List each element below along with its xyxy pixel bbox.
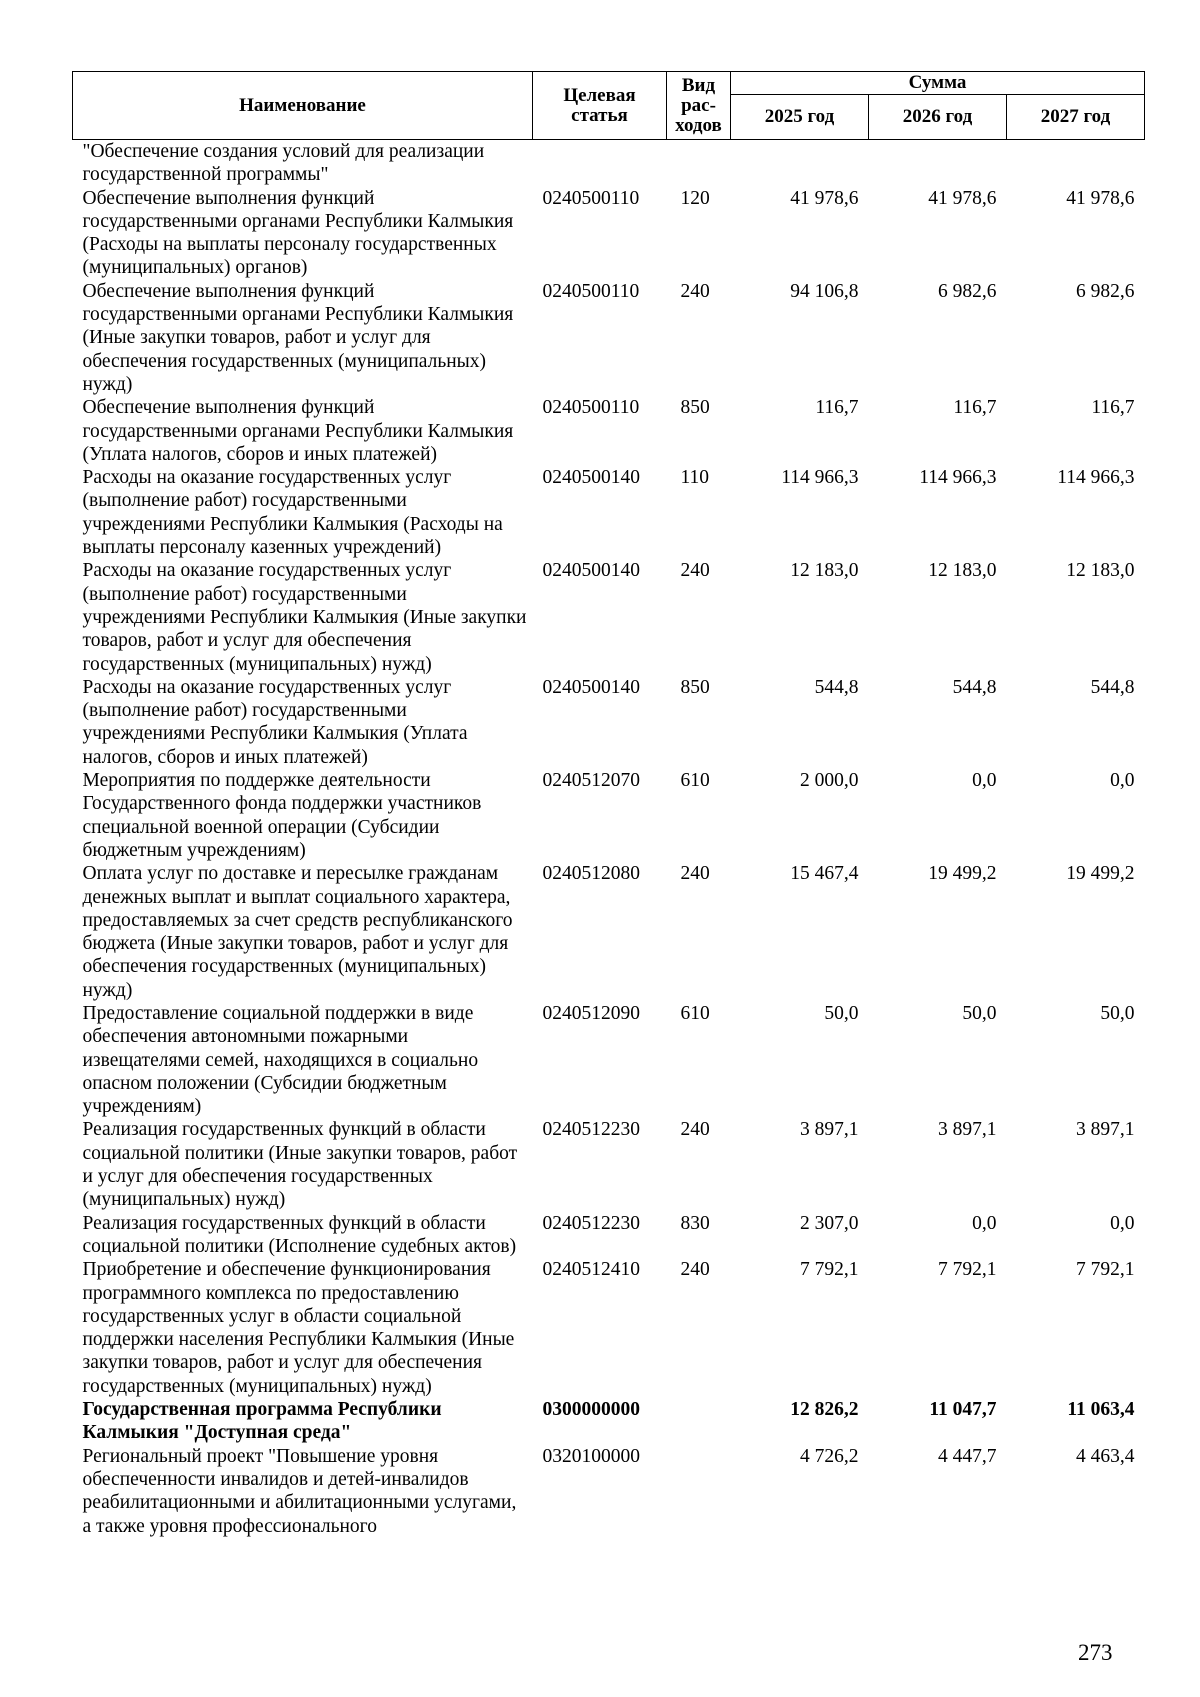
row-value-2027: 544,8 <box>1090 676 1135 698</box>
row-value-2027: 3 897,1 <box>1076 1119 1135 1141</box>
row-value-2025: 50,0 <box>824 1002 859 1024</box>
row-value-2026: 50,0 <box>962 1002 997 1024</box>
page-number: 273 <box>1078 1640 1113 1665</box>
row-kind: 110 <box>680 467 710 489</box>
row-value-2025: 544,8 <box>814 676 859 698</box>
row-kind: 610 <box>680 770 710 792</box>
table-row <box>73 1398 1145 1445</box>
row-code: 0240500110 <box>542 397 640 419</box>
table-row <box>73 676 1145 769</box>
row-name: Приобретение и обеспечение функционирования программного комплекса по предоставлению государственных услуг в области социальной поддержки населения Республики Калмыкия (Иные закупки товаров, работ и услуг для обеспечения государственных (муниципальных) нужд) <box>82 1259 515 1397</box>
row-kind: 120 <box>680 187 710 209</box>
table-row <box>73 769 1145 862</box>
row-kind: 850 <box>680 397 710 419</box>
row-kind <box>667 1398 731 1445</box>
row-value-2026 <box>869 140 1007 187</box>
row-value-2025: 116,7 <box>815 397 859 419</box>
table-row <box>73 396 1145 466</box>
table-row <box>73 280 1145 396</box>
row-value-2027: 41 978,6 <box>1066 187 1135 209</box>
row-code <box>533 140 667 187</box>
row-name: Расходы на оказание государственных услуг (выполнение работ) государственными учреждениями Республики Калмыкия (Расходы на выплаты персоналу казенных учреждений) <box>82 467 503 559</box>
row-code: 0240500110 <box>542 280 640 302</box>
row-code: 0240512080 <box>542 863 640 885</box>
table-row <box>73 1002 1145 1118</box>
table-row <box>73 1445 1145 1538</box>
header-year-2026: 2026 год <box>869 95 1007 140</box>
header-code: Целевая статья <box>533 72 667 140</box>
row-name: Предоставление социальной поддержки в виде обеспечения автономными пожарными извещателями семей, находящихся в социально опасном положении (Субсидии бюджетным учреждениям) <box>82 1002 479 1118</box>
row-value-2025: 2 307,0 <box>800 1212 859 1234</box>
row-name: Расходы на оказание государственных услуг (выполнение работ) государственными учреждениями Республики Калмыкия (Иные закупки товаров, работ и услуг для обеспечения государственных (муниципальных) нужд) <box>82 560 527 675</box>
row-value-2025: 4 726,2 <box>800 1445 859 1467</box>
row-value-2026: 0,0 <box>972 770 997 792</box>
row-kind: 850 <box>680 676 710 698</box>
row-code: 0240500140 <box>542 560 640 582</box>
row-kind: 240 <box>680 863 710 885</box>
row-value-2026: 7 792,1 <box>938 1259 997 1281</box>
row-kind: 240 <box>680 560 710 582</box>
row-name: Расходы на оказание государственных услуг (выполнение работ) государственными учреждениями Республики Калмыкия (Уплата налогов, сборов и иных платежей) <box>82 676 468 768</box>
row-code: 0240500140 <box>542 676 640 698</box>
row-name: Региональный проект "Повышение уровня обеспеченности инвалидов и детей-инвалидов реабилитационными и абилитационными услугами, а также уровня профессионального <box>82 1445 517 1537</box>
row-value-2027: 50,0 <box>1100 1002 1135 1024</box>
row-code: 0240512230 <box>542 1119 640 1141</box>
row-kind: 610 <box>680 1002 710 1024</box>
header-kind: Вид рас-ходов <box>667 72 731 140</box>
header-sum: Сумма <box>731 72 1145 95</box>
table-row <box>73 466 1145 559</box>
row-value-2026: 116,7 <box>953 397 997 419</box>
table-row <box>73 1118 1145 1211</box>
row-value-2026: 544,8 <box>952 676 997 698</box>
row-value-2026: 4 447,7 <box>938 1445 997 1467</box>
row-value-2026: 114 966,3 <box>919 467 997 489</box>
row-name: Реализация государственных функций в области социальной политики (Исполнение судебных актов) <box>82 1212 517 1257</box>
row-value-2027: 7 792,1 <box>1076 1259 1135 1281</box>
row-value-2025: 12 183,0 <box>790 560 859 582</box>
row-kind <box>667 1445 731 1538</box>
row-value-2025: 15 467,4 <box>790 863 859 885</box>
row-value-2027: 116,7 <box>1091 397 1135 419</box>
row-value-2027: 4 463,4 <box>1076 1445 1135 1467</box>
row-value-2025: 7 792,1 <box>800 1259 859 1281</box>
row-name: Оплата услуг по доставке и пересылке гражданам денежных выплат и выплат социального характера, предоставляемых за счет средств республиканского бюджета (Иные закупки товаров, работ и услуг для обеспечения государственных (муниципальных) нужд) <box>82 863 513 1001</box>
row-value-2026: 11 047,7 <box>929 1399 997 1421</box>
row-name: Реализация государственных функций в области социальной политики (Иные закупки товаров, работ и услуг для обеспечения государственных (муниципальных) нужд) <box>82 1119 518 1211</box>
row-code: 0240512090 <box>542 1002 640 1024</box>
row-value-2027: 0,0 <box>1110 770 1135 792</box>
row-value-2027: 19 499,2 <box>1066 863 1135 885</box>
row-value-2025: 2 000,0 <box>800 770 859 792</box>
row-name: Мероприятия по поддержке деятельности Государственного фонда поддержки участников специальной военной операции (Субсидии бюджетным учреждениям) <box>82 770 482 861</box>
row-kind <box>667 140 731 187</box>
table-row <box>73 559 1145 675</box>
row-value-2027: 11 063,4 <box>1067 1399 1135 1421</box>
row-value-2025: 41 978,6 <box>790 187 859 209</box>
row-code: 0240500140 <box>542 467 640 489</box>
row-value-2027: 114 966,3 <box>1057 467 1135 489</box>
row-value-2025: 94 106,8 <box>790 280 859 302</box>
row-value-2025 <box>731 140 869 187</box>
table-row <box>73 140 1145 187</box>
header-year-2025: 2025 год <box>731 95 869 140</box>
row-code: 0320100000 <box>542 1445 640 1467</box>
row-code: 0240512230 <box>542 1212 640 1234</box>
header-year-2027: 2027 год <box>1007 95 1145 140</box>
row-name: Обеспечение выполнения функций государственными органами Республики Калмыкия (Иные закупки товаров, работ и услуг для обеспечения государственных (муниципальных) нужд) <box>82 280 514 395</box>
row-value-2025: 3 897,1 <box>800 1119 859 1141</box>
row-name: Обеспечение выполнения функций государственными органами Республики Калмыкия (Расходы на выплаты персоналу государственных (муниципальных) органов) <box>82 187 514 279</box>
row-kind: 240 <box>680 1259 710 1281</box>
row-name: "Обеспечение создания условий для реализации государственной программы" <box>82 141 485 186</box>
row-value-2026: 12 183,0 <box>928 560 997 582</box>
row-code: 0240512070 <box>542 770 640 792</box>
table-body <box>73 140 1145 1538</box>
table-row <box>73 187 1145 280</box>
row-value-2026: 0,0 <box>972 1212 997 1234</box>
table-row <box>73 862 1145 1002</box>
row-code: 0300000000 <box>542 1399 640 1421</box>
budget-table <box>72 71 1145 1538</box>
row-code: 0240512410 <box>542 1259 640 1281</box>
row-value-2026: 19 499,2 <box>928 863 997 885</box>
table-row <box>73 1212 1145 1259</box>
row-code: 0240500110 <box>542 187 640 209</box>
row-value-2027: 6 982,6 <box>1076 280 1135 302</box>
row-value-2026: 6 982,6 <box>938 280 997 302</box>
table-row <box>73 1258 1145 1398</box>
row-value-2025: 12 826,2 <box>790 1399 859 1421</box>
row-value-2027: 0,0 <box>1110 1212 1135 1234</box>
row-kind: 240 <box>680 280 710 302</box>
row-kind: 830 <box>680 1212 710 1234</box>
budget-table-page <box>72 71 1144 1538</box>
row-value-2027: 12 183,0 <box>1066 560 1135 582</box>
row-value-2027 <box>1007 140 1145 187</box>
row-name: Государственная программа Республики Калмыкия "Доступная среда" <box>82 1399 442 1444</box>
row-value-2025: 114 966,3 <box>781 467 859 489</box>
row-kind: 240 <box>680 1119 710 1141</box>
header-name: Наименование <box>73 72 533 140</box>
row-name: Обеспечение выполнения функций государственными органами Республики Калмыкия (Уплата налогов, сборов и иных платежей) <box>82 397 514 465</box>
row-value-2026: 41 978,6 <box>928 187 997 209</box>
row-value-2026: 3 897,1 <box>938 1119 997 1141</box>
